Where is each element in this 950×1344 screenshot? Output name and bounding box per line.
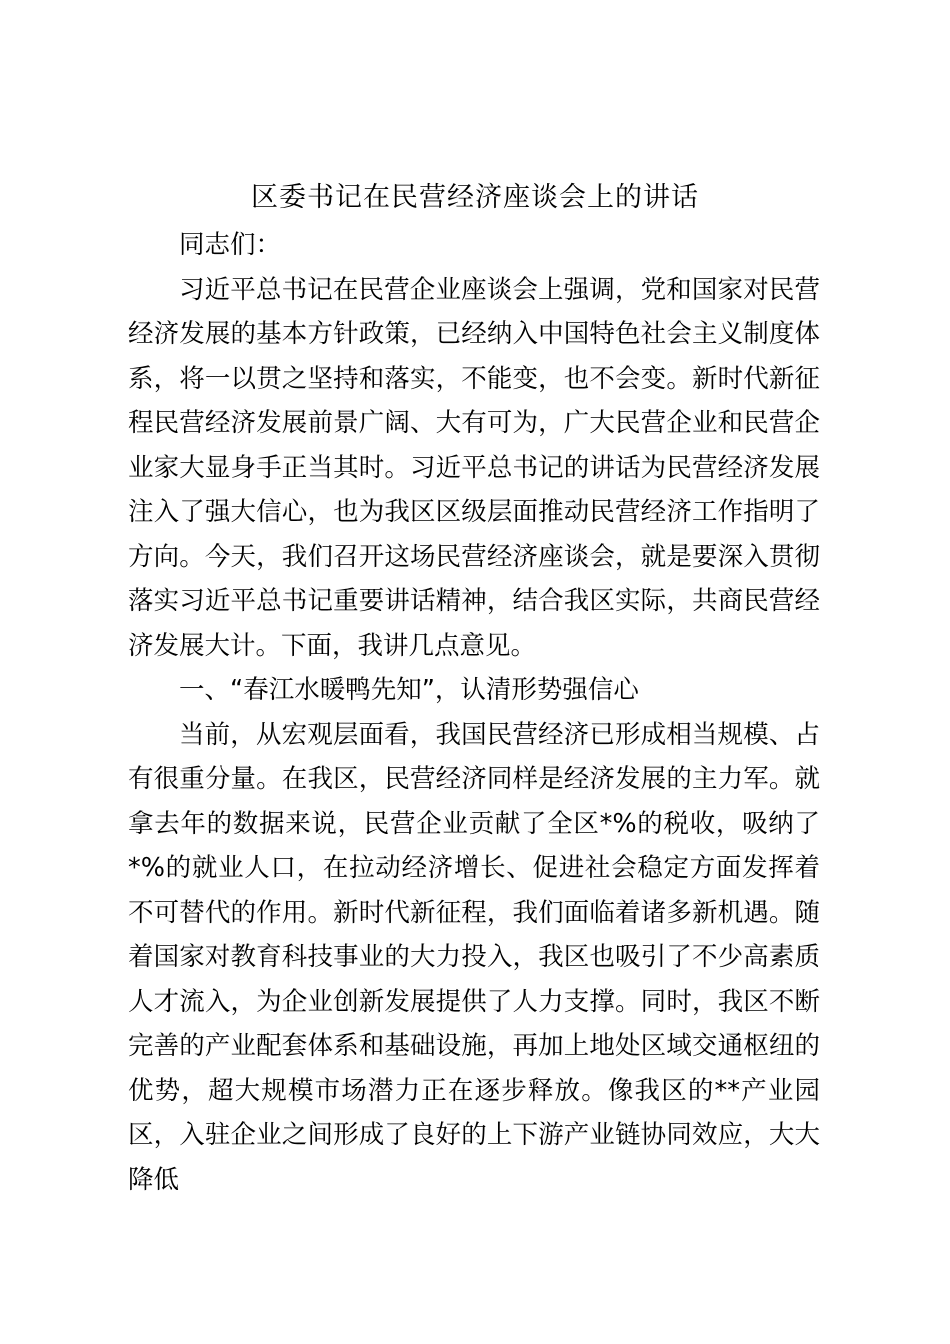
paragraph-intro: 习近平总书记在民营企业座谈会上强调，党和国家对民营经济发展的基本方针政策，已经纳入中国特色社会主义制度体系，将一以贯之坚持和落实，不能变，也不会变。新时代新征程民营经济发展前景广阔、大有可为，广大民营企业和民营企业家大显身手正当其时。习近平总书记的讲话为民营经济发展注入了强大信心，也为我区区级层面推动民营经济工作指明了方向。今天，我们召开这场民营经济座谈会，就是要深入贯彻落实习近平总书记重要讲话精神，结合我区实际，共商民营经济发展大计。下面，我讲几点意见。 (128, 274, 820, 661)
paragraph-situation: 当前，从宏观层面看，我国民营经济已形成相当规模、占有很重分量。在我区，民营经济同样是经济发展的主力军。就拿去年的数据来说，民营企业贡献了全区*%的税收，吸纳了*%的就业人口，在拉动经济增长、促进社会稳定方面发挥着不可替代的作用。新时代新征程，我们面临着诸多新机遇。随着国家对教育科技事业的大力投入，我区也吸引了不少高素质人才流入，为企业创新发展提供了人力支撑。同时，我区不断完善的产业配套体系和基础设施，再加上地处区域交通枢纽的优势，超大规模市场潜力正在逐步释放。像我区的**产业园区，入驻企业之间形成了良好的上下游产业链协同效应，大大降低 (128, 719, 820, 1195)
document-title: 区委书记在民营经济座谈会上的讲话 (251, 182, 699, 213)
salutation: 同志们： (179, 230, 282, 260)
section-heading: 一、“春江水暖鸭先知”，认清形势强信心 (179, 675, 639, 705)
document-body (128, 223, 820, 1202)
